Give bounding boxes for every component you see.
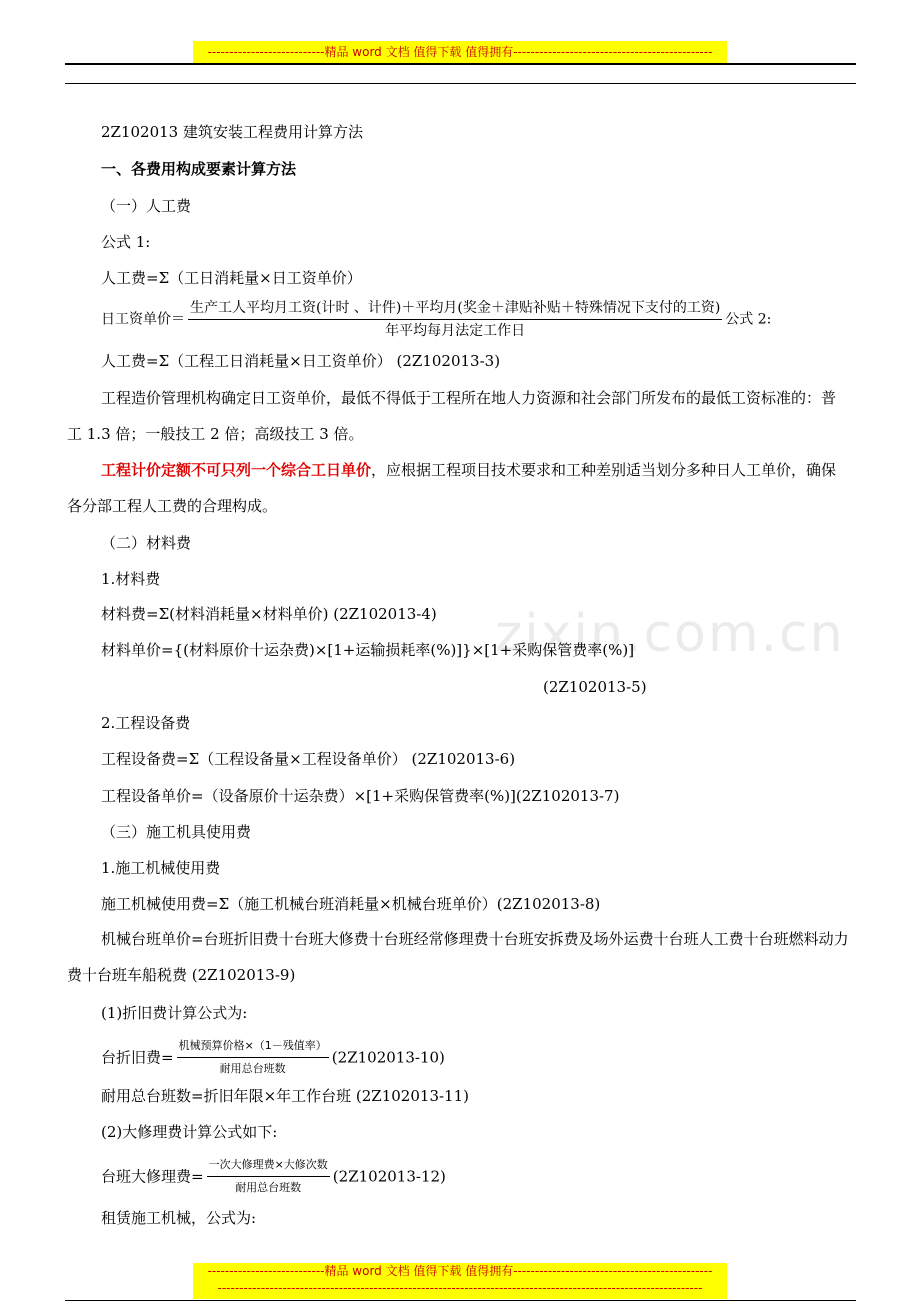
depreciation-numerator: 机械预算价格×（1－残值率） <box>177 1036 329 1058</box>
overhaul-label: (2)大修理费计算公式如下: <box>101 1123 278 1141</box>
footer-banner-line-1: ---------------------------精品 word 文档 值得下载 值得拥有---------------------------------------------- <box>207 1264 713 1278</box>
subsection-material: （二）材料费 <box>101 534 192 552</box>
depreciation-denominator: 耐用总台班数 <box>219 1062 286 1075</box>
depreciation-lhs: 台折旧费= <box>101 1048 174 1067</box>
header-rule-thin <box>65 83 856 84</box>
formula-total-shifts: 耐用总台班数=折旧年限×年工作台班 (2Z102013-11) <box>101 1087 469 1105</box>
formula-material-price: 材料单价={(材料原价十运杂费)×[1+运输损耗率(%)]}×[1+采购保管费率(%)] <box>101 641 635 659</box>
overhaul-numerator: 一次大修理费×大修次数 <box>207 1155 330 1177</box>
item-machinery-cost: 1.施工机械使用费 <box>101 859 221 877</box>
daily-wage-fraction <box>188 298 722 341</box>
overhaul-lhs: 台班大修理费= <box>101 1167 204 1186</box>
subsection-labor: （一）人工费 <box>101 197 192 215</box>
daily-wage-lhs: 日工资单价＝ <box>101 311 185 328</box>
footer-rule <box>65 1300 856 1301</box>
header-banner: ---------------------------精品 word 文档 值得下载 值得拥有---------------------------------------------- <box>193 41 727 63</box>
paragraph-pricing-quota-rest: ，应根据工程项目技术要求和工种差别适当划分多种日人工单价，确保各分部工程人工费的合理构成。 <box>67 461 837 515</box>
footer-banner <box>193 1263 727 1299</box>
section-heading-1: 一、各费用构成要素计算方法 <box>101 160 297 178</box>
depreciation-code: (2Z102013-10) <box>331 1048 445 1067</box>
watermark: zixin.com.cn <box>495 604 845 664</box>
paragraph-wage-standard: 工程造价管理机构确定日工资单价，最低不得低于工程所在地人力资源和社会部门所发布的最低工资标准的：普工 1.3 倍；一般技工 2 倍；高级技工 3 倍。 <box>67 389 837 443</box>
depreciation-fraction <box>177 1036 329 1079</box>
overhaul-fraction <box>207 1155 330 1198</box>
formula-2-label: 公式 2: <box>725 311 772 328</box>
formula-labor-cost-2: 人工费=Σ（工程工日消耗量×日工资单价） (2Z102013-3) <box>101 352 501 370</box>
doc-title: 2Z102013 建筑安装工程费用计算方法 <box>101 123 363 141</box>
formula-equipment-cost: 工程设备费=Σ（工程设备量×工程设备单价） (2Z102013-6) <box>101 750 516 768</box>
formula-labor-cost: 人工费=Σ（工日消耗量×日工资单价） <box>101 269 362 287</box>
daily-wage-denominator: 年平均每月法定工作日 <box>385 323 526 339</box>
daily-wage-numerator: 生产工人平均月工资(计时 、计件)＋平均月(奖金＋津贴补贴＋特殊情况下支付的工资) <box>188 298 722 320</box>
formula-material-price-code: (2Z102013-5) <box>543 678 647 696</box>
formula-material-cost: 材料费=Σ(材料消耗量×材料单价) (2Z102013-4) <box>101 605 437 623</box>
footer-banner-line-2: ---------------------------------------------------------------------------------------------------------------- <box>217 1281 703 1295</box>
item-equipment-cost: 2.工程设备费 <box>101 714 191 732</box>
formula-daily-wage <box>101 298 771 341</box>
formula-machinery-cost: 施工机械使用费=Σ（施工机械台班消耗量×机械台班单价）(2Z102013-8) <box>101 895 601 913</box>
highlight-text: 工程计价定额不可只列一个综合工日单价 <box>101 461 372 479</box>
item-material-cost: 1.材料费 <box>101 570 161 588</box>
formula-overhaul <box>101 1155 446 1198</box>
formula-equipment-price: 工程设备单价=（设备原价十运杂费）×[1+采购保管费率(%)](2Z102013-7) <box>101 787 620 805</box>
formula-1-label: 公式 1: <box>101 233 151 251</box>
overhaul-code: (2Z102013-12) <box>332 1167 446 1186</box>
formula-depreciation <box>101 1036 445 1079</box>
subsection-machinery: （三）施工机具使用费 <box>101 823 252 841</box>
header-rule-thick <box>65 63 856 65</box>
depreciation-label: (1)折旧费计算公式为: <box>101 1004 248 1022</box>
paragraph-pricing-quota <box>67 452 850 524</box>
lease-label: 租赁施工机械，公式为: <box>101 1209 257 1227</box>
overhaul-denominator: 耐用总台班数 <box>235 1181 302 1194</box>
formula-machine-shift-price: 机械台班单价=台班折旧费十台班大修费十台班经常修理费十台班安拆费及场外运费十台班人工费十台班燃料动力费十台班车船税费 (2Z102013-9) <box>67 930 849 984</box>
